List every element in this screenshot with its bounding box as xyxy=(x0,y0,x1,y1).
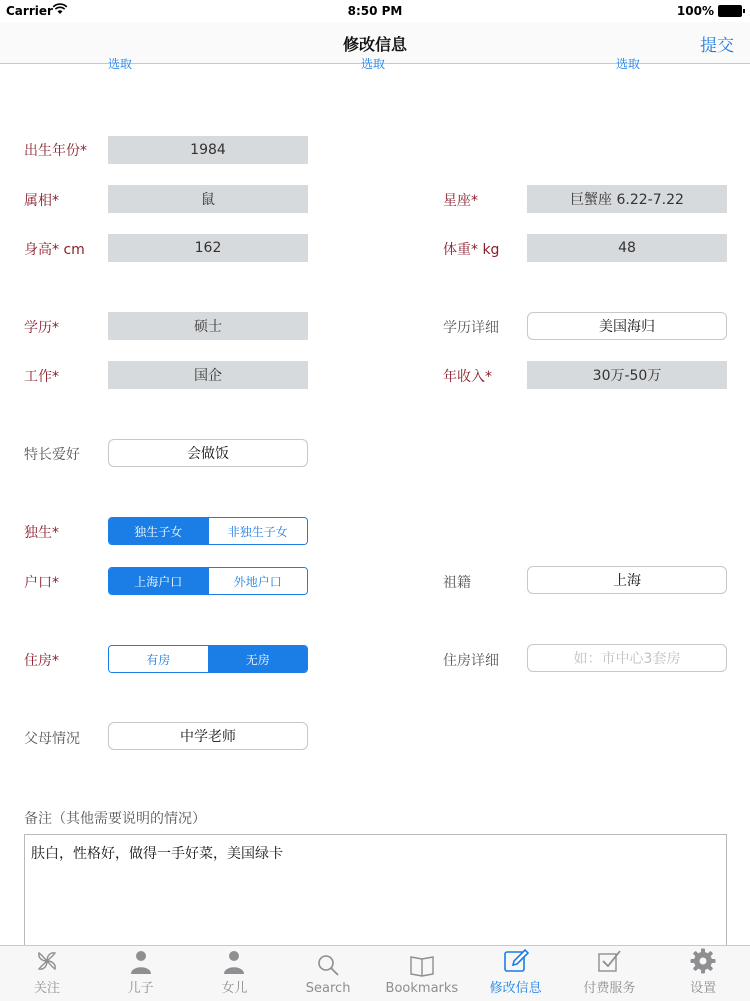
housing-detail-label: 住房详细 xyxy=(443,653,499,669)
tab-paid-service-label: 付费服务 xyxy=(583,981,636,996)
edit-icon xyxy=(502,947,530,975)
weight-field[interactable]: 48 xyxy=(527,234,727,262)
weight-label: 体重* kg xyxy=(443,242,500,258)
only-child-option-yes[interactable]: 独生子女 xyxy=(109,518,208,544)
picker-select-1[interactable]: 选取 xyxy=(108,57,133,69)
tab-search[interactable] xyxy=(281,946,375,1001)
only-child-segmented xyxy=(108,517,308,545)
gear-icon xyxy=(689,947,717,975)
hukou-segmented xyxy=(108,567,308,595)
birth-year-field[interactable]: 1984 xyxy=(108,136,308,164)
notes-textarea[interactable]: 肤白，性格好，做得一手好菜，美国绿卡 xyxy=(24,834,727,954)
picker-select-2[interactable]: 选取 xyxy=(361,57,386,69)
person-icon xyxy=(127,947,155,975)
housing-label: 住房* xyxy=(24,653,59,669)
tab-paid-service[interactable] xyxy=(563,946,657,1001)
page-title: 修改信息 xyxy=(342,35,407,54)
picker-select-3[interactable]: 选取 xyxy=(616,57,641,69)
notes-label: 备注（其他需要说明的情况） xyxy=(24,811,206,827)
parents-label: 父母情况 xyxy=(24,731,80,747)
status-bar xyxy=(0,0,750,22)
tab-edit-info-label: 修改信息 xyxy=(489,981,542,996)
only-child-label: 独生* xyxy=(24,525,59,541)
tab-settings[interactable] xyxy=(656,946,750,1001)
constellation-label: 星座* xyxy=(443,193,478,209)
birth-year-label: 出生年份* xyxy=(24,143,87,159)
person-icon xyxy=(220,947,248,975)
income-field[interactable]: 30万-50万 xyxy=(527,361,727,389)
zodiac-field[interactable]: 鼠 xyxy=(108,185,308,213)
housing-option-has[interactable]: 有房 xyxy=(109,646,208,672)
hobby-input[interactable]: 会做饭 xyxy=(108,439,308,467)
tab-daughter[interactable] xyxy=(188,946,282,1001)
job-field[interactable]: 国企 xyxy=(108,361,308,389)
education-detail-label: 学历详细 xyxy=(443,320,499,336)
housing-option-none[interactable]: 无房 xyxy=(208,646,308,672)
only-child-option-no[interactable]: 非独生子女 xyxy=(208,518,308,544)
education-detail-input[interactable]: 美国海归 xyxy=(527,312,727,340)
zodiac-label: 属相* xyxy=(24,193,59,209)
tab-bookmarks-label: Bookmarks xyxy=(385,981,459,996)
tab-settings-label: 设置 xyxy=(690,981,717,996)
native-place-input[interactable]: 上海 xyxy=(527,566,727,594)
hobby-label: 特长爱好 xyxy=(24,447,80,463)
hukou-label: 户口* xyxy=(24,575,59,591)
constellation-field[interactable]: 巨蟹座 6.22-7.22 xyxy=(527,185,727,213)
job-label: 工作* xyxy=(24,369,59,385)
parents-input[interactable]: 中学老师 xyxy=(108,722,308,750)
tab-follow-label: 关注 xyxy=(33,981,60,996)
hukou-option-shanghai[interactable]: 上海户口 xyxy=(109,568,208,594)
checkbox-icon xyxy=(595,947,623,975)
tab-daughter-label: 女儿 xyxy=(221,981,248,996)
tab-bookmarks[interactable] xyxy=(375,946,469,1001)
income-label: 年收入* xyxy=(443,369,492,385)
tab-son[interactable] xyxy=(94,946,188,1001)
tab-search-label: Search xyxy=(305,981,351,996)
height-label: 身高* cm xyxy=(24,242,85,258)
tab-bar xyxy=(0,945,750,1001)
book-icon xyxy=(408,951,436,979)
battery-icon xyxy=(718,5,742,17)
search-icon xyxy=(314,951,342,979)
submit-button[interactable]: 提交 xyxy=(700,31,734,56)
pinwheel-icon xyxy=(33,947,61,975)
tab-follow[interactable] xyxy=(0,946,94,1001)
native-place-label: 祖籍 xyxy=(443,575,471,591)
education-field[interactable]: 硕士 xyxy=(108,312,308,340)
housing-detail-input[interactable]: 如：市中心3套房 xyxy=(527,644,727,672)
battery-percent: 100% xyxy=(676,4,714,18)
tab-edit-info[interactable] xyxy=(469,946,563,1001)
status-time: 8:50 PM xyxy=(347,4,403,18)
education-label: 学历* xyxy=(24,320,59,336)
carrier-label: Carrier xyxy=(6,4,53,18)
tab-son-label: 儿子 xyxy=(127,981,154,996)
housing-segmented xyxy=(108,645,308,673)
hukou-option-other[interactable]: 外地户口 xyxy=(208,568,308,594)
height-field[interactable]: 162 xyxy=(108,234,308,262)
